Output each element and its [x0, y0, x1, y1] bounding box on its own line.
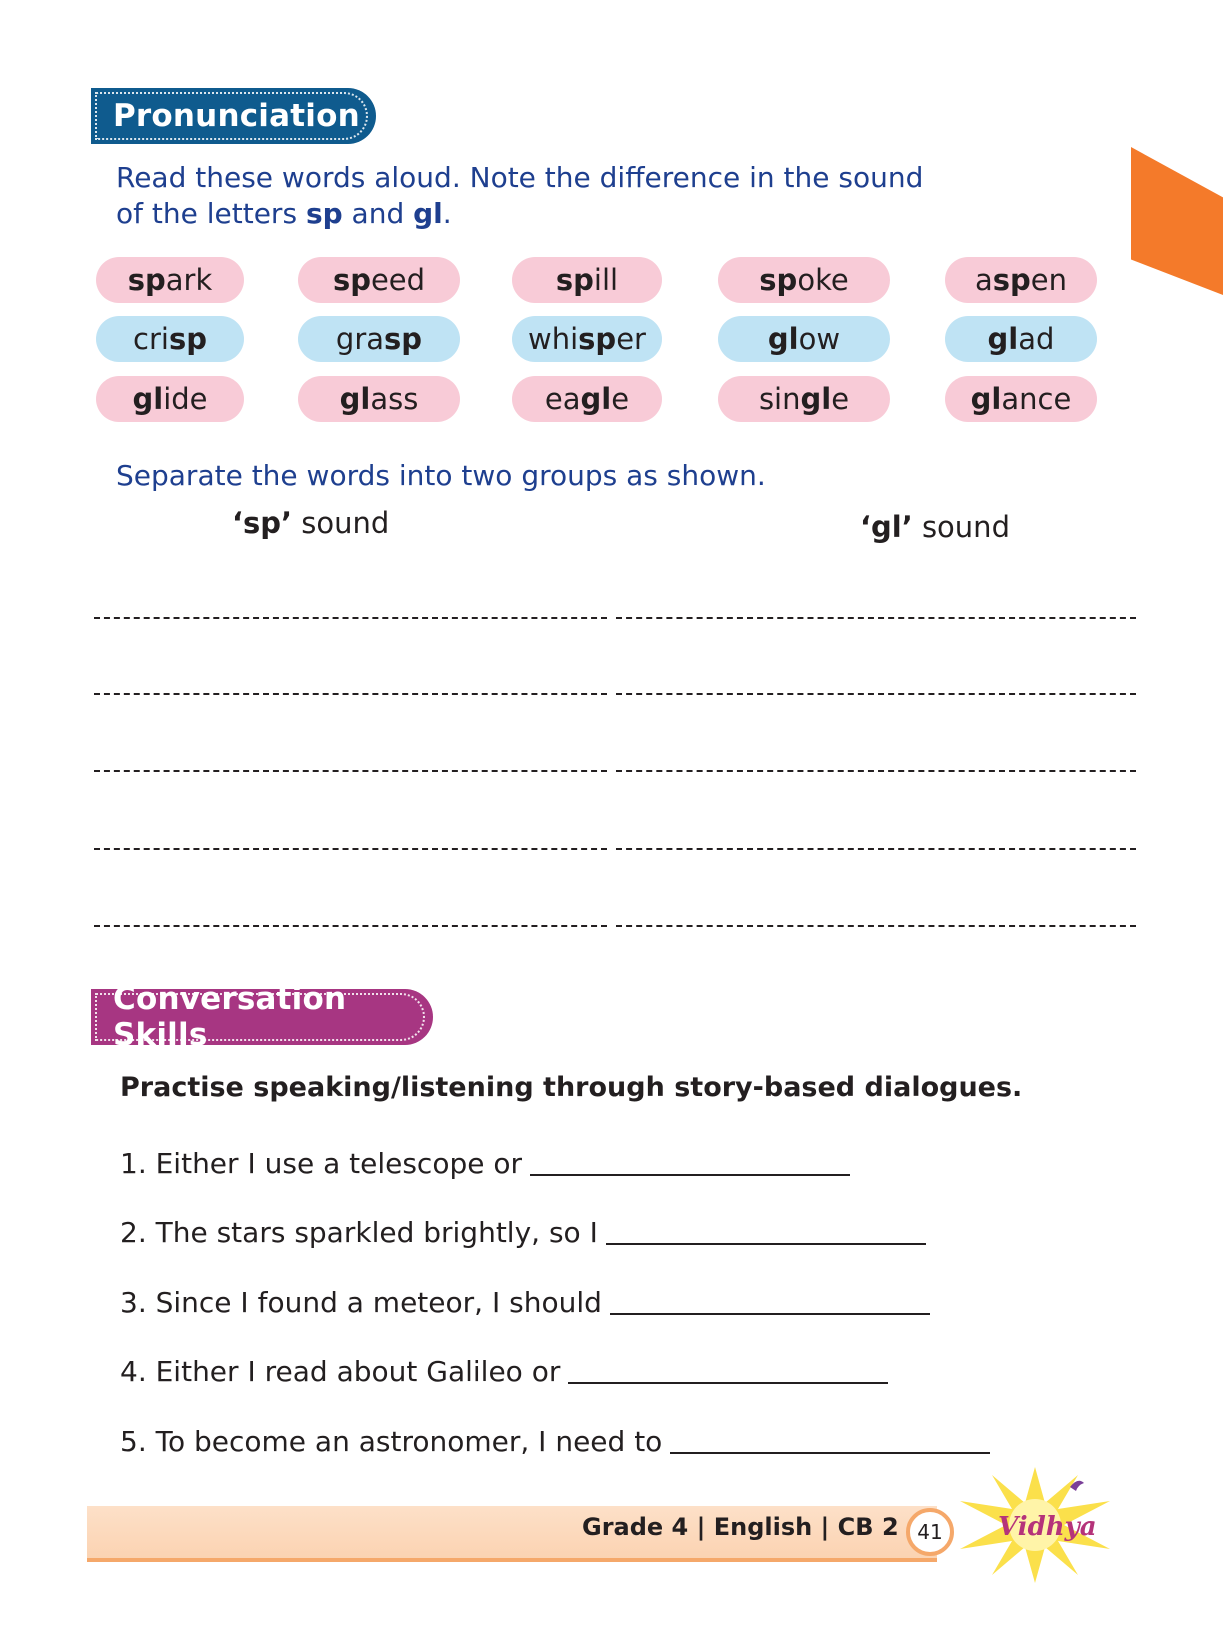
- conversation-heading: Conversation Skills: [113, 981, 347, 1053]
- conversation-banner: [91, 981, 433, 1053]
- answer-blank[interactable]: [530, 1174, 850, 1176]
- answer-blank[interactable]: [606, 1243, 926, 1245]
- word-pill: ea gl e: [512, 376, 662, 422]
- pronunciation-heading: Pronunciation: [113, 98, 360, 134]
- sp-sound-label: ‘sp’ sound: [232, 506, 390, 540]
- question-5: 5. To become an astronomer, I need to: [120, 1425, 990, 1458]
- instruction-line-2: of the letters sp and gl.: [116, 197, 452, 230]
- question-1: 1. Either I use a telescope or: [120, 1147, 850, 1180]
- word-pill: sin gl e: [718, 376, 890, 422]
- gl-answer-line[interactable]: [616, 693, 1136, 695]
- separate-instruction: Separate the words into two groups as shown.: [116, 459, 766, 492]
- page-number: 41: [906, 1508, 954, 1556]
- sp-answer-line[interactable]: [94, 693, 607, 695]
- sp-answer-line[interactable]: [94, 848, 607, 850]
- word-pill: sp ark: [96, 257, 244, 303]
- word-pill: a sp en: [945, 257, 1097, 303]
- practice-title: Practise speaking/listening through story-based dialogues.: [120, 1072, 1023, 1103]
- pronunciation-instruction: [116, 160, 923, 232]
- word-pill: cri sp: [96, 316, 244, 362]
- word-pill: gl ide: [96, 376, 244, 422]
- word-pill: sp eed: [298, 257, 460, 303]
- gl-answer-line[interactable]: [616, 848, 1136, 850]
- logo-text: Vidhya: [998, 1512, 1097, 1542]
- answer-blank[interactable]: [568, 1382, 888, 1384]
- word-pill: gl ad: [945, 316, 1097, 362]
- gl-answer-line[interactable]: [616, 617, 1136, 619]
- word-pill: sp oke: [718, 257, 890, 303]
- instruction-line-1: Read these words aloud. Note the difference in the sound: [116, 161, 924, 194]
- word-pill: gl ance: [945, 376, 1097, 422]
- answer-blank[interactable]: [670, 1452, 990, 1454]
- vidhya-logo: [950, 1465, 1120, 1585]
- word-pill: sp ill: [512, 257, 662, 303]
- corner-tab-decoration: [1131, 147, 1223, 295]
- word-pill: gl ow: [718, 316, 890, 362]
- sp-answer-line[interactable]: [94, 617, 607, 619]
- word-pill: gl ass: [298, 376, 460, 422]
- sp-answer-line[interactable]: [94, 925, 607, 927]
- question-3: 3. Since I found a meteor, I should: [120, 1286, 930, 1319]
- word-pill: whi sp er: [512, 316, 662, 362]
- answer-blank[interactable]: [610, 1313, 930, 1315]
- gl-answer-line[interactable]: [616, 770, 1136, 772]
- word-pill: gra sp: [298, 316, 460, 362]
- gl-sound-label: ‘gl’ sound: [860, 510, 1010, 544]
- question-4: 4. Either I read about Galileo or: [120, 1355, 888, 1388]
- gl-answer-line[interactable]: [616, 925, 1136, 927]
- question-2: 2. The stars sparkled brightly, so I: [120, 1216, 926, 1249]
- footer-grade-subject: Grade 4 | English | CB 2: [582, 1513, 899, 1541]
- sp-answer-line[interactable]: [94, 770, 607, 772]
- pronunciation-banner: [91, 88, 376, 144]
